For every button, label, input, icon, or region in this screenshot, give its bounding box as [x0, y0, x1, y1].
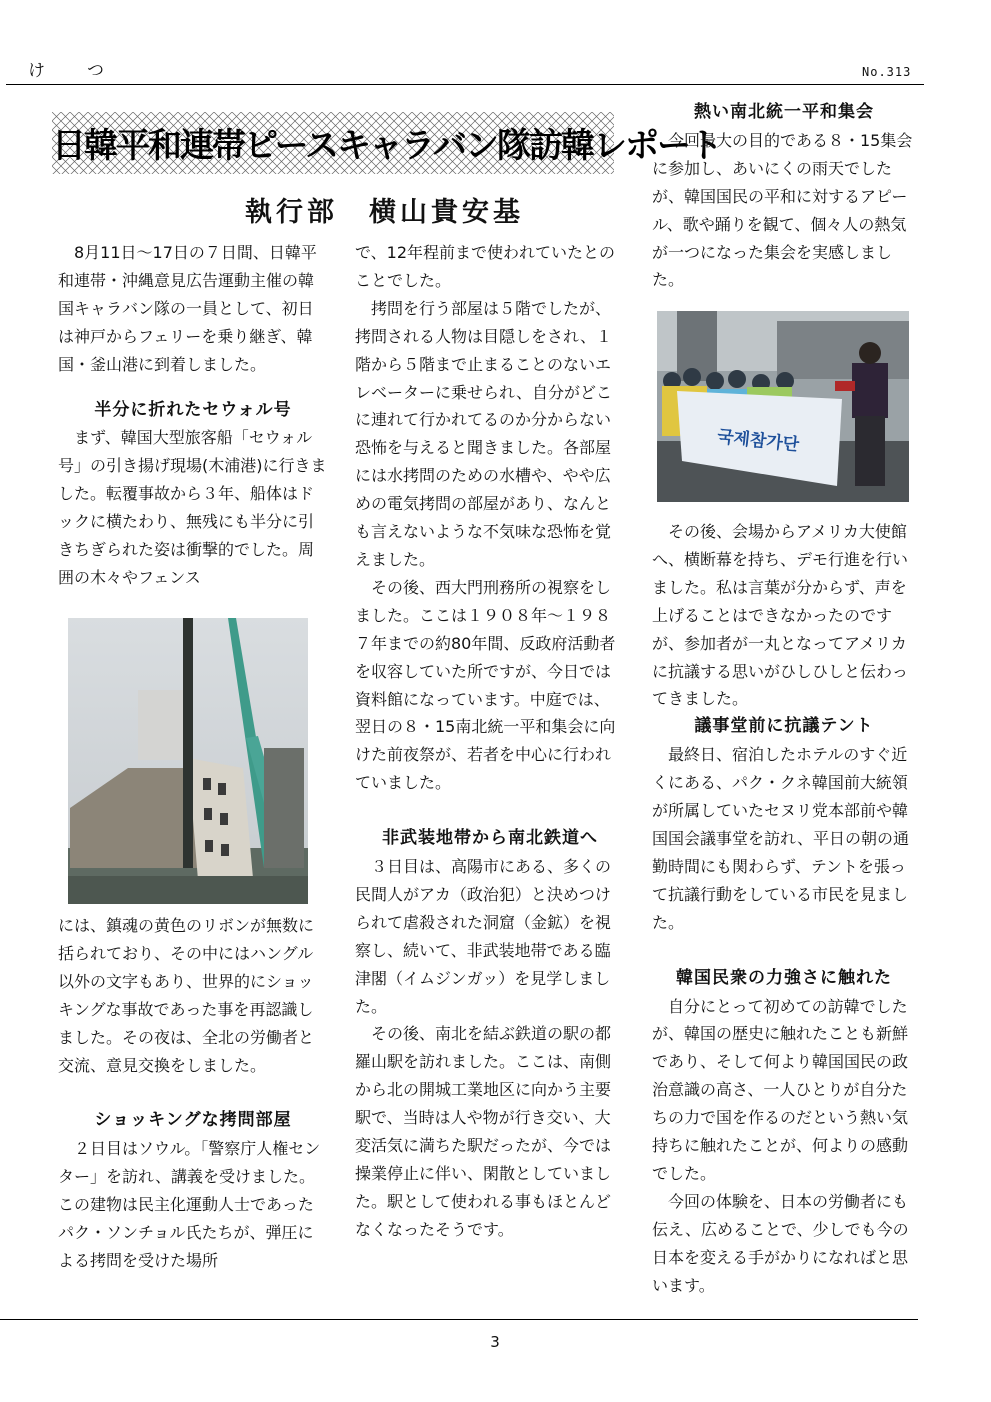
paragraph: で、12年程前まで使われていたとのことでした。: [355, 243, 616, 290]
section-heading: 韓国民衆の力強さに触れた: [676, 967, 892, 988]
section-heading: 非武装地帯から南北鉄道へ: [382, 828, 598, 849]
paragraph: まず、韓国大型旅客船「セウォル号」の引き揚げ現場(木浦港)に行きました。転覆事故から３年、船体はドックに横たわり、無残にも半分に引きちぎられた姿は衝撃的でした。周囲の木々やフェンス: [58, 428, 327, 587]
paragraph: ２日目はソウル。「警察庁人権センター」を訪れ、講義を受けました。この建物は民主化運動人士であったパク・ソンチョル氏たちが、弾圧による拷問を受けた場所: [58, 1139, 321, 1270]
paragraph: 最終日、宿泊したホテルのすぐ近くにある、パク・クネ韓国前大統領が所属していたセヌリ党本部前や韓国国会議事堂を訪れ、平日の朝の通勤時間にも関わらず、テントを張って抗議行動をしている市民を見ました。: [652, 745, 909, 932]
header-rule: [6, 84, 924, 85]
article-title: 日韓平和連帯ピースキャラバン隊訪韓レポート: [52, 126, 721, 166]
column-1-bottom: [58, 912, 328, 1275]
article-byline: 執行部 横山貴安基: [245, 197, 524, 228]
paragraph: 8月11日～17日の７日間、日韓平和連帯・沖縄意見広告運動主催の韓国キャラバン隊の一員として、初日は神戸からフェリーを乗り継ぎ、韓国・釜山港に到着しました。: [58, 243, 317, 374]
issue-number: No.313: [862, 65, 912, 79]
paragraph: その後、西大門刑務所の視察をしました。ここは１９０８年～１９８７年までの約80年間、反政府活動者を収容していた所ですが、今日では資料館になっています。中庭では、翌日の８・15南北統一平和集会に向けた前夜祭が、若者を中心に行われていました。: [355, 577, 616, 793]
header-title: けつ: [28, 61, 146, 81]
column-3-bottom: [652, 518, 916, 1299]
sewol-ferry-photo: [68, 618, 308, 904]
column-3-top: [652, 99, 916, 294]
article-title-block: [52, 112, 721, 174]
banner-text: 국제참가단: [716, 426, 800, 456]
paragraph: には、鎮魂の黄色のリボンが無数に括られており、その中にはハングル以外の文字もあり、世界的にショッキングな事故であった事を再認識しました。その夜は、全北の労働者と交流、意見交換をしました。: [58, 916, 315, 1075]
section-heading: ショッキングな拷問部屋: [94, 1110, 292, 1131]
paragraph: ３日目は、高陽市にある、多くの民間人がアカ（政治犯）と決めつけられて虐殺された洞窟（金鉱）を視察し、続いて、非武装地帯である臨津閣（イムジンガッ）を見学しました。: [355, 857, 612, 1016]
paragraph: 今回の体験を、日本の労働者にも伝え、広めることで、少しでも今の日本を変える手がかりになればと思います。: [652, 1191, 909, 1295]
column-1-top: [58, 239, 328, 592]
paragraph: その後、南北を結ぶ鉄道の駅の都羅山駅を訪れました。ここは、南側から北の開城工業地区に向かう主要駅で、当時は人や物が行き交い、大変活気に満ちた駅だったが、今では操業停止に伴い、閑散としていました。駅として使われる事もほとんどなくなったそうです。: [355, 1024, 612, 1239]
rally-photo: [657, 311, 909, 502]
column-2: [355, 239, 625, 1244]
section-heading: 熱い南北統一平和集会: [694, 102, 874, 122]
paragraph: 今回最大の目的である８・15集会に参加し、あいにくの雨天でしたが、韓国国民の平和に対するアピール、歌や踊りを観て、個々人の熱気が一つになった集会を実感しました。: [652, 130, 913, 290]
footer-rule: [0, 1319, 918, 1320]
paragraph: 自分にとって初めての訪韓でしたが、韓国の歴史に触れたことも新鮮であり、そして何より韓国国民の政治意識の高さ、一人ひとりが自分たちの力で国を作るのだという熱い気持ちに触れたことが、何よりの感動でした。: [652, 996, 909, 1183]
paragraph: 拷問を行う部屋は５階でしたが、拷問される人物は目隠しをされ、１階から５階まで止まることのないエレベーターに乗せられ、自分がどこに連れて行かれてるのか分からない恐怖を与えると聞きました。各部屋には水拷問のための水槽や、やや広めの電気拷問の部屋があり、なんとも言えないような不気味な恐怖を覚えました。: [355, 298, 612, 569]
section-heading: 半分に折れたセウォル号: [94, 399, 292, 420]
page-number: 3: [490, 1333, 500, 1351]
section-heading: 議事堂前に抗議テント: [694, 716, 874, 737]
paragraph: その後、会場からアメリカ大使館へ、横断幕を持ち、デモ行進を行いました。私は言葉が分からず、声を上げることはできなかったのですが、参加者が一丸となってアメリカに抗議する思いがひしひしと伝わってきました。: [652, 522, 909, 709]
